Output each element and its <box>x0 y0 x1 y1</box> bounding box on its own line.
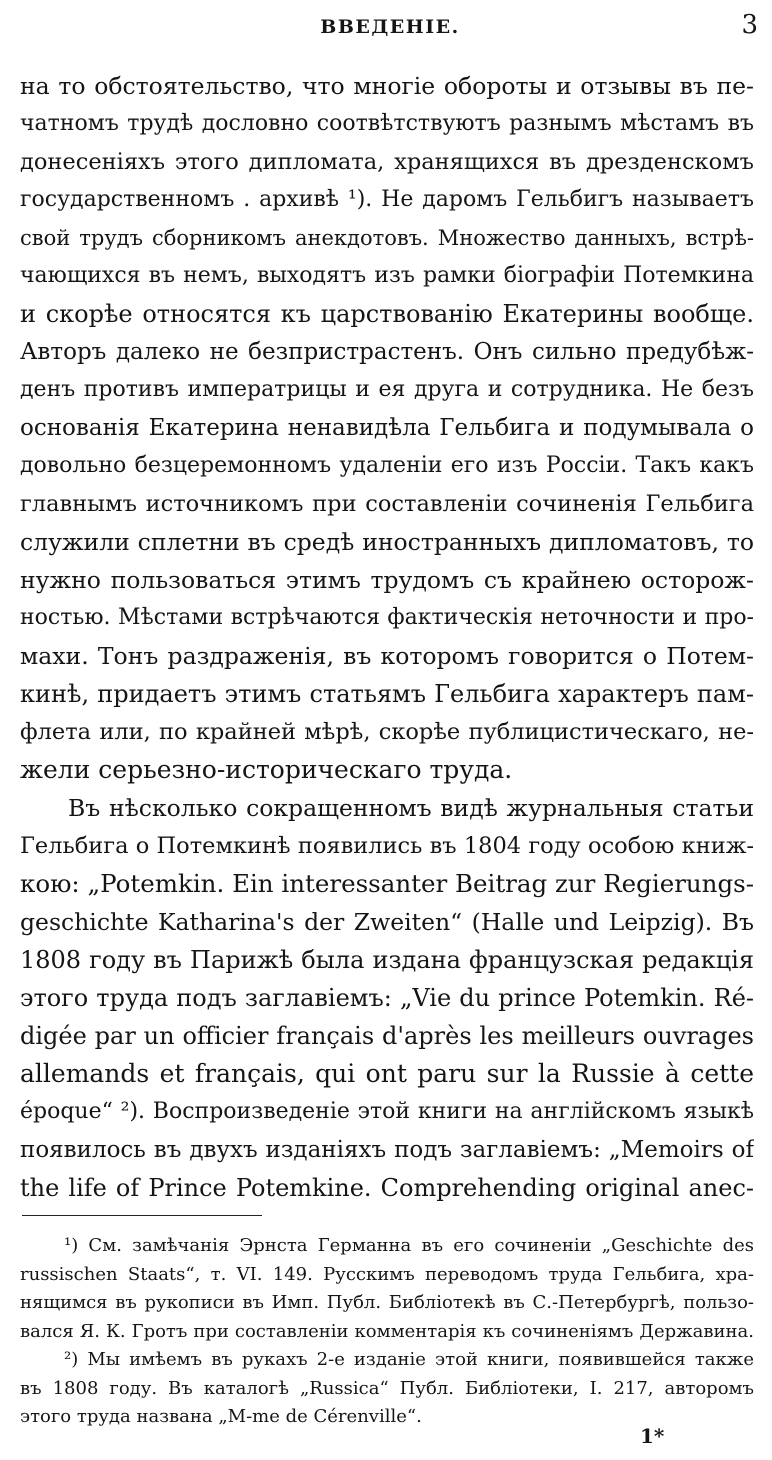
paragraph-start-line: Въ нѣсколько сокращенномъ видѣ журнальныя статьи <box>68 794 754 822</box>
body-text <box>20 67 754 1207</box>
text-line: époque“ ²). Воспроизведеніе этой книги на англійскомъ языкѣ <box>20 1099 754 1124</box>
footnotes <box>20 1232 754 1432</box>
footnote-divider <box>22 1215 262 1216</box>
text-line: служили сплетни въ средѣ иностранныхъ дипломатовъ, то <box>20 528 754 556</box>
text-line: ностью. Мѣстами встрѣчаются фактическія неточности и про- <box>20 605 754 630</box>
text-line: появилось въ двухъ изданіяхъ подъ заглавіемъ: „Memoirs of <box>20 1137 754 1163</box>
text-line: главнымъ источникомъ при составленіи сочиненія Гельбига <box>20 491 754 517</box>
text-line: флета или, по крайней мѣрѣ, скорѣе публицистическаго, не- <box>20 719 754 745</box>
text-line: этого труда подъ заглавіемъ: „Vie du prince Potemkin. Ré- <box>20 984 754 1012</box>
footnote-1-line: ¹) См. замѣчанія Эрнста Германна въ его сочиненіи „Geschichte des <box>64 1235 754 1256</box>
text-line: на то обстоятельство, что многіе обороты и отзывы въ пе- <box>20 72 754 100</box>
text-line: Гельбига о Потемкинѣ появились въ 1804 году особою книж- <box>20 833 754 859</box>
chapter-title: ВВЕДЕНІЕ. <box>320 16 460 38</box>
text-line: 1808 году въ Парижѣ была издана французская редакція <box>20 946 754 974</box>
footnote-1-line: вался Я. К. Гротъ при составленіи комментарія къ сочиненіямъ Державина. <box>20 1320 754 1342</box>
text-line: чающихся въ немъ, выходятъ изъ рамки біографіи Потемкина <box>20 263 754 288</box>
text-line: the life of Prince Potemkine. Comprehending original anec- <box>20 1174 754 1202</box>
text-line: махи. Тонъ раздраженія, въ которомъ говорится о Потем- <box>20 642 754 670</box>
text-line: свой трудъ сборникомъ анекдотовъ. Множество данныхъ, встрѣ- <box>20 226 754 250</box>
running-head <box>20 10 760 40</box>
text-line: digée par un officier français d'après les meilleurs ouvrages <box>20 1022 754 1050</box>
text-line: кинѣ, придаетъ этимъ статьямъ Гельбига характеръ пам- <box>20 680 754 708</box>
page-number: 3 <box>741 10 758 40</box>
footnote-2-line: этого труда названа „M-me de Cérenville“. <box>20 1406 422 1427</box>
text-line: и скорѣе относятся къ царствованію Екатерины вообще. <box>20 300 754 328</box>
text-line: довольно безцеремонномъ удаленіи его изъ Россіи. Такъ какъ <box>20 453 754 478</box>
footnote-2-line: въ 1808 году. Въ каталогѣ „Russica“ Публ. Библіотеки, I. 217, авторомъ <box>20 1377 754 1399</box>
printer-signature-mark: 1* <box>640 1424 665 1448</box>
text-line: государственномъ . архивѣ ¹). Не даромъ Гельбигъ называетъ <box>20 187 754 212</box>
text-line: денъ противъ императрицы и ея друга и сотрудника. Не безъ <box>20 377 754 402</box>
footnote-1-line: нящимся въ рукописи въ Имп. Публ. Библіотекѣ въ С.-Петербургѣ, пользо- <box>20 1292 754 1313</box>
text-line: allemands et français, qui ont paru sur la Russie à cette <box>20 1059 754 1088</box>
text-line: geschichte Katharina's der Zweiten“ (Halle und Leipzig). Въ <box>20 908 754 936</box>
footnote-1-line: russischen Staats“, т. VI. 149. Русскимъ переводомъ труда Гельбига, хра- <box>20 1263 754 1285</box>
footnote-2-line: ²) Мы имѣемъ въ рукахъ 2-е изданіе этой книги, появившейся также <box>64 1349 754 1370</box>
text-line: донесеніяхъ этого дипломата, хранящихся въ дрезденскомъ <box>20 149 754 175</box>
text-line: Авторъ далеко не безпристрастенъ. Онъ сильно предубѣж- <box>20 339 754 365</box>
text-line: основанія Екатерина ненавидѣла Гельбига и подумывала о <box>20 415 754 441</box>
text-line: нужно пользоваться этимъ трудомъ съ крайнею осторож- <box>20 566 754 594</box>
text-line: чатномъ трудѣ дословно соотвѣтствуютъ разнымъ мѣстамъ въ <box>20 111 754 136</box>
text-line: жели серьезно-историческаго труда. <box>20 755 513 784</box>
text-line: кою: „Potemkin. Ein interessanter Beitrag zur Regierungs- <box>20 869 754 898</box>
